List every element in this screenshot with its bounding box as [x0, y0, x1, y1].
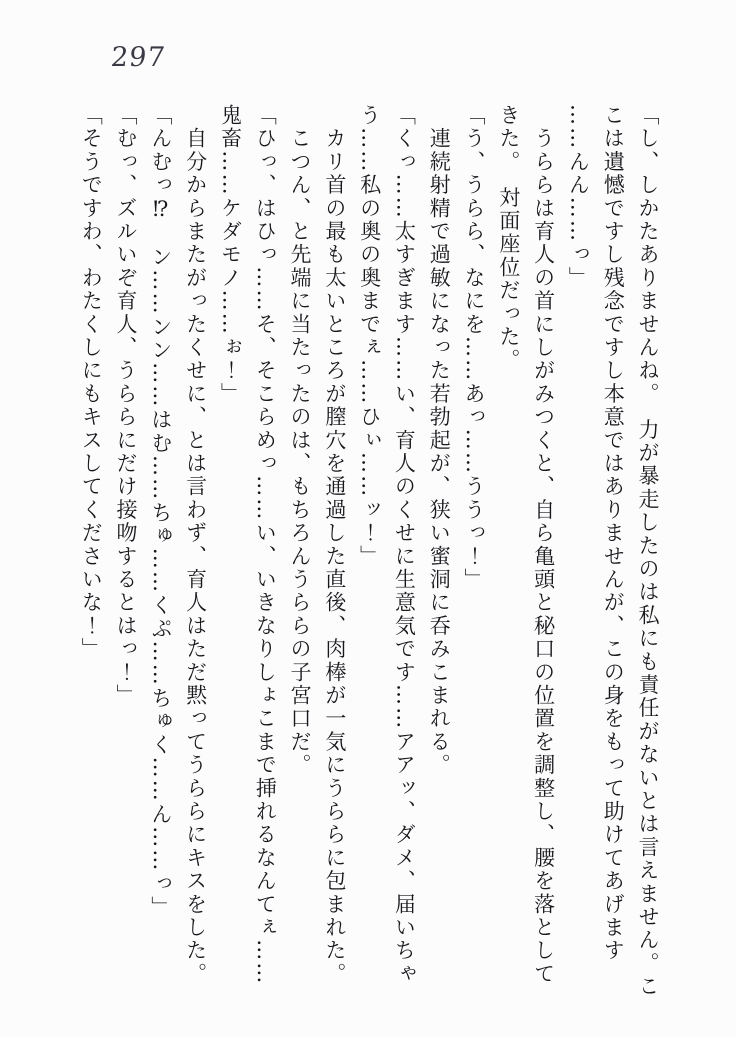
page-number: 297	[109, 42, 168, 73]
text-line: ……んん……っ」	[566, 104, 591, 290]
text-line: こは遺憾ですし残念ですし本意ではありませんが、この身をもって助けてあげます	[601, 104, 626, 963]
text-line: 「そうですわ、わたくしにもキスしてくださいな！」	[79, 104, 104, 661]
text-line: 「ひっ、はひっ……そ、そこらめっ……い、いきなりしょこまで挿れるなんてぇ……	[253, 104, 278, 986]
text-line: 「う、うらら、なにを……あっ……ううっ！」	[462, 104, 487, 592]
text-line: 「くっ……太すぎます……い、育人のくせに生意気です……アアッ、ダメ、届いちゃ	[392, 104, 417, 986]
text-line: カリ首の最も太いところが膣穴を通過した直後、肉棒が一気にうららに包まれた。	[322, 104, 347, 986]
text-line: 「むっ、ズルいぞ育人、うららにだけ接吻するとはっ！」	[114, 104, 139, 708]
text-line: 連続射精で過敏になった若勃起が、狭い蜜洞に呑みこまれる。	[427, 104, 452, 777]
text-line: 「し、しかたありませんね。 力が暴走したのは私にも責任がないとは言えません。こ	[636, 104, 660, 999]
text-line: 「んむっ⁉ ン……ンン……はむ……ちゅ……くぷ……ちゅく……ん……っ」	[148, 104, 173, 919]
text-line: うららは育人の首にしがみつくと、自ら亀頭と秘口の位置を調整し、腰を落として	[531, 104, 556, 986]
text-line: 鬼畜……ケダモノ……ぉ！」	[218, 104, 243, 406]
text-line: こつん、と先端に当たったのは、もちろんうららの子宮口だ。	[288, 104, 313, 777]
text-line: 自分からまたがったくせに、とは言わず、育人はただ黙ってうららにキスをした。	[183, 104, 208, 986]
text-block	[73, 104, 665, 1024]
text-line: きた。 対面座位だった。	[496, 104, 521, 372]
text-line: う……私の奥の奥までぇ……ひぃ……ッ！」	[357, 104, 382, 568]
